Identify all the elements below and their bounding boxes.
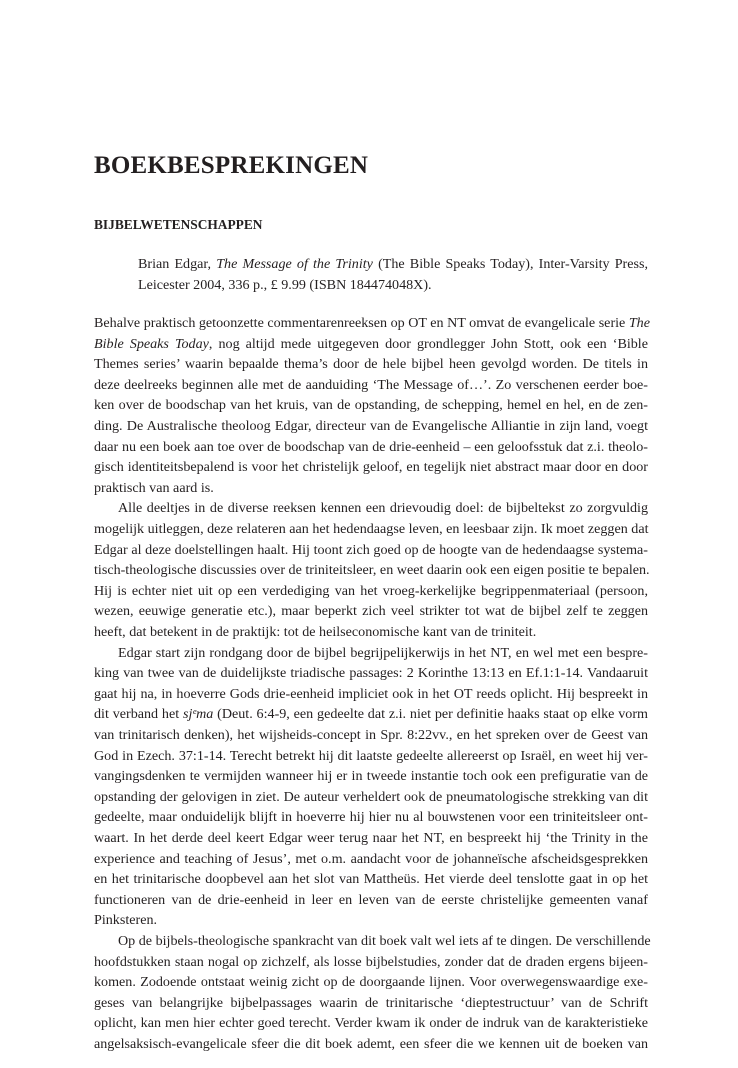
- text-span: (Deut. 6:4-9, een gedeelte dat z.i. niet per definitie haaks staat op elke vorm: [213, 706, 648, 723]
- reference-author: Brian Edgar,: [138, 256, 217, 272]
- text-line: tisch-theologische discussies over de triniteitsleer, en weet daarin ook een eigen positie te bepalen.: [94, 562, 650, 579]
- text-line: [94, 704, 648, 725]
- text-line: gedeelte, maar onduidelijk blijft in hoeverre hij hier nu al bouwstenen voor een triniteitsleer ont-: [94, 809, 648, 826]
- text-line: wezen, eeuwige generatie etc.), maar beperkt zich veel strikter tot wat de bijbel zelf te zeggen: [94, 603, 648, 620]
- text-span: Behalve praktisch getoonzette commentarenreeksen op OT en NT omvat de evangelicale serie: [94, 315, 629, 331]
- text-line: king van twee van de duidelijkste triadische passages: 2 Korinthe 13:13 en Ef.1:1-14. Vandaaruit: [94, 665, 648, 682]
- text-line: hoofdstukken staan nogal op zichzelf, als losse bijbelstudies, zonder dat de draden ergens bijeen-: [94, 953, 648, 970]
- text-line: experience and teaching of Jesus’, met o.m. aandacht voor de johanneïsche afscheidsgesprekken: [94, 850, 648, 867]
- text-line: opstanding der gelovigen in ziet. De auteur verheldert ook de pneumatologische strekking van dit: [94, 788, 648, 805]
- reference-line-2: Leicester 2004, 336 p., £ 9.99 (ISBN 184474048X).: [138, 276, 432, 293]
- reference-line-1: [138, 254, 648, 275]
- text-line: Op de bijbels-theologische spankracht van dit boek valt wel iets af te dingen. De verschillende: [118, 933, 651, 949]
- text-line: heeft, dat betekent in de praktijk: tot de heilseconomische kant van de triniteit.: [94, 624, 537, 640]
- text-line: Edgar start zijn rondgang door de bijbel begrijpelijkerwijs in het NT, en wel met een bespre-: [118, 644, 648, 661]
- reference-publisher: (The Bible Speaks Today), Inter-Varsity Press,: [372, 256, 648, 272]
- text-line: ding. De Australische theoloog Edgar, directeur van de Evangelische Alliantie in zijn land, voegt: [94, 418, 648, 434]
- text-line: gisch identiteitsbepalend is voor het christelijk geloof, en tegelijk niet abstract maar door en door: [94, 459, 648, 476]
- text-line: Themes series’ waarin bepaalde thema’s door de hele bijbel heen gevolgd worden. De titels in: [94, 356, 648, 373]
- text-line: functioneren van de drie-eenheid in leer en leven van de eerste christelijke gemeenten vanaf: [94, 891, 648, 908]
- section-heading: BIJBELWETENSCHAPPEN: [94, 217, 263, 232]
- text-line: God in Ezech. 37:1-14. Terecht betrekt hij dit laatste gedeelte allereerst op Israël, en weet hij ver-: [94, 747, 648, 764]
- text-line: Edgar al deze doelstellingen haalt. Hij toont zich goed op de hoogte van de hedendaagse systema-: [94, 541, 648, 558]
- text-span: , nog altijd mede uitgegeven door grondlegger John Stott, ook een ‘Bible: [208, 335, 648, 352]
- text-line: angelsaksisch-evangelicale sfeer die dit boek ademt, een sfeer die we kennen uit de boeken van: [94, 1036, 648, 1052]
- page-title: BOEKBESPREKINGEN: [94, 152, 369, 179]
- text-line: mogelijk uitleggen, deze relateren aan het hedendaagse leven, en leesbaar zijn. Ik moet zeggen dat: [94, 521, 649, 537]
- text-line: gaat hij na, in hoeverre Gods drie-eenheid impliciet ook in het OT reeds oplicht. Hij bespreekt in: [94, 685, 648, 702]
- reference-book-title: The Message of the Trinity: [216, 256, 373, 272]
- text-line: praktisch van aard is.: [94, 479, 214, 496]
- series-title: Bible Speaks Today: [94, 335, 209, 352]
- text-line: [94, 334, 648, 355]
- text-line: vangingsdenken te vermijden wanneer hij er in tweede instantie toch ook een prefiguratie van de: [94, 768, 648, 785]
- text-line: [94, 313, 648, 334]
- text-line: Hij is echter niet uit op een verdediging van het vroeg-kerkelijke begrippenmateriaal (persoon,: [94, 582, 648, 599]
- text-line: waart. In het derde deel keert Edgar weer terug naar het NT, en bespreekt hij ‘the Trinity in the: [94, 830, 648, 846]
- text-line: en het trinitarische doopbevel aan het slot van Mattheüs. Het vierde deel tenslotte gaat in op het: [94, 871, 648, 888]
- hebrew-term: sjᵉma: [182, 706, 214, 723]
- text-line: komen. Zodoende ontstaat weinig zicht op de doorgaande lijnen. Voor overwegenswaardige exe-: [94, 974, 648, 991]
- text-line: Alle deeltjes in de diverse reeksen kennen een drievoudig doel: de bijbeltekst zo zorgvuldig: [118, 500, 648, 517]
- text-line: ken over de boodschap van het kruis, van de opstanding, de schepping, hemel en hel, en de zen-: [94, 397, 648, 414]
- series-title: The: [628, 315, 650, 331]
- text-line: oplicht, kan men hier echter goed terecht. Verder kwam ik onder de indruk van de karakteristieke: [94, 1015, 648, 1032]
- text-span: dit verband het: [94, 706, 183, 723]
- text-line: daar nu een boek aan toe over de boodschap van de drie-eenheid – een geloofsstuk dat z.i. theolo-: [94, 438, 648, 455]
- text-line: Pinksteren.: [94, 912, 158, 929]
- text-line: geses van belangrijke bijbelpassages waarin de trinitarische ‘dieptestructuur’ van de Schrift: [94, 994, 648, 1011]
- text-line: van trinitarisch denken), het wijsheids-concept in Spr. 8:22vv., en het spreken over de Geest van: [94, 727, 648, 743]
- text-line: deze deelreeks beginnen alle met de aanduiding ‘The Message of…’. Zo verschenen eerder boe-: [94, 376, 648, 393]
